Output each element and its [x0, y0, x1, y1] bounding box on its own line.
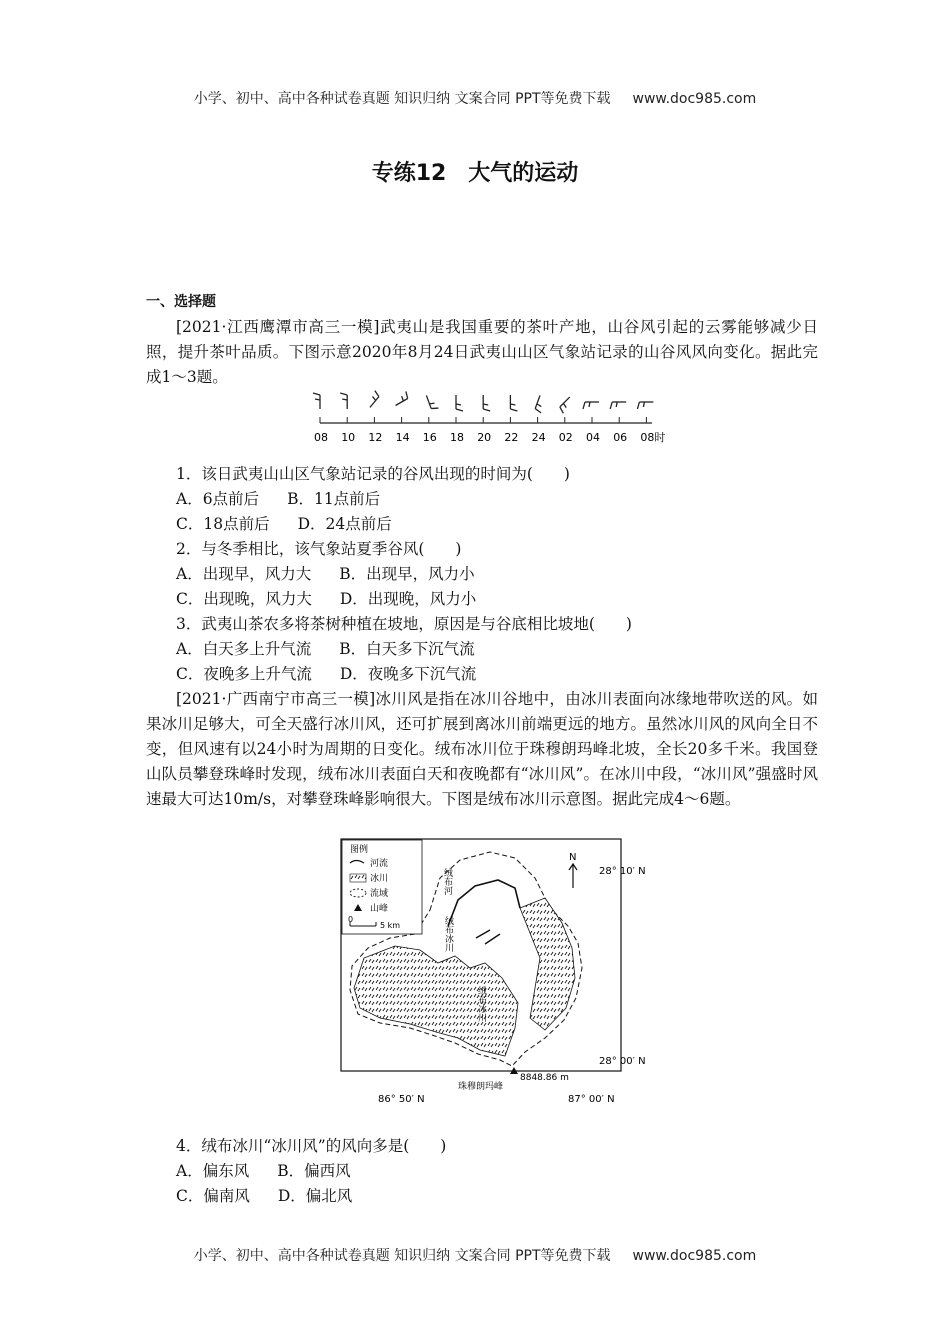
q3-options-row-2: [146, 662, 818, 687]
tick-label: 12: [368, 431, 383, 444]
page-footer: [0, 1245, 950, 1265]
q2-option-c[interactable]: C．出现晚，风力大: [176, 590, 312, 608]
section-heading: 一、选择题: [146, 294, 216, 310]
q4-option-d[interactable]: D．偏北风: [277, 1187, 353, 1205]
q4-options-row-1: [146, 1159, 818, 1184]
q3-option-a[interactable]: A．白天多上升气流: [176, 640, 312, 658]
footer-text: 小学、初中、高中各种试卷真题 知识归纳 文案合同 PPT等免费下载: [193, 1248, 611, 1264]
question-4: 4．绒布冰川“冰川风”的风向多是( ): [176, 1137, 447, 1155]
question-1: 1．该日武夷山山区气象站记录的谷风出现的时间为( ): [176, 465, 570, 483]
wind-barb: [426, 393, 438, 410]
scale-label: 5 km: [380, 921, 401, 930]
wind-barb: [313, 393, 320, 409]
barb-group: [313, 391, 653, 414]
page-title: 专练12 大气的运动: [371, 161, 579, 186]
tick-label: 20: [477, 431, 492, 444]
legend-peak: 山峰: [370, 904, 389, 914]
legend-title: 图例: [350, 845, 369, 855]
page-header: [0, 88, 950, 108]
tick-group: [314, 417, 665, 444]
q4-options-row-2: [146, 1184, 818, 1209]
glacier-label-lower: 绒布冰川: [476, 986, 486, 1022]
q1-option-a[interactable]: A．6点前后: [176, 490, 260, 508]
q4-option-c[interactable]: C．偏南风: [176, 1187, 250, 1205]
glacier-label-upper: 绒布冰川: [443, 916, 453, 952]
footer-site: www.doc985.com: [632, 1248, 757, 1264]
questions-1-3: [146, 462, 818, 812]
tick-label: 14: [395, 431, 410, 444]
q2-option-a[interactable]: A．出现早，风力大: [176, 565, 312, 583]
lat-bottom-label: 28° 00′ N: [599, 1056, 646, 1067]
question-3: 3．武夷山茶农多将茶树种植在坡地，原因是与谷底相比坡地( ): [176, 615, 632, 633]
lon-left-label: 86° 50′ N: [378, 1094, 425, 1105]
header-text: 小学、初中、高中各种试卷真题 知识归纳 文案合同 PPT等免费下载: [193, 91, 611, 107]
wind-barb: [365, 391, 381, 408]
wind-barb: [340, 393, 347, 409]
tick-label: 10: [341, 431, 356, 444]
legend-glacier-symbol: [350, 874, 366, 882]
legend-glacier: 冰川: [370, 874, 389, 884]
wind-barb: [610, 402, 626, 409]
tick-label: 24: [531, 431, 546, 444]
peak-name: 珠穆朗玛峰: [458, 1082, 504, 1092]
q2-option-d[interactable]: D．出现晚，风力小: [339, 590, 477, 608]
q3-options-row-1: [146, 637, 818, 662]
wind-barb: [456, 395, 463, 411]
wind-barb: [483, 395, 490, 411]
q3-option-b[interactable]: B．白天多下沉气流: [339, 640, 475, 658]
intro-paragraph-1: [2021·江西鹰潭市高三一模]武夷山是我国重要的茶叶产地，山谷风引起的云雾能够减少日照，提升茶叶品质。下图示意2020年8月24日武夷山山区气象站记录的山谷风风向变化。据此完成1～3题。: [146, 318, 818, 386]
wind-barb: [535, 395, 547, 412]
intro-paragraph-2: [2021·广西南宁市高三一模]冰川风是指在冰川谷地中，由冰川表面向冰缘地带吹送的风。如果冰川足够大，可全天盛行冰川风，还可扩展到离冰川前端更远的地方。虽然冰川风的风向全日不变，但风速有以24小时为周期的日变化。绒布冰川位于珠穆朗玛峰北坡，全长20多千米。我国登山队员攀登珠峰时发现，绒布冰川表面白天和夜晚都有“冰川风”。在冰川中段，“冰川风”强盛时风速最大可达10m/s，对攀登珠峰影响很大。下图是绒布冰川示意图。据此完成4～6题。: [146, 690, 818, 808]
peak-elevation: 8848.86 m: [520, 1073, 569, 1083]
header-site: www.doc985.com: [632, 91, 757, 107]
tick-label: 08: [314, 431, 328, 444]
lon-right-label: 87° 00′ N: [568, 1094, 615, 1105]
wind-barb: [558, 397, 574, 413]
legend-river: 河流: [370, 859, 389, 869]
q2-options-row-1: [146, 562, 818, 587]
tick-label: 16: [422, 431, 437, 444]
legend-watershed: 流域: [370, 889, 389, 899]
question-2: 2．与冬季相比，该气象站夏季谷风( ): [176, 540, 462, 558]
wind-barb: [583, 402, 599, 409]
tick-label: 22: [504, 431, 519, 444]
q1-option-c[interactable]: C．18点前后: [176, 515, 270, 533]
q3-option-c[interactable]: C．夜晚多上升气流: [176, 665, 312, 683]
tick-label: 06: [613, 431, 628, 444]
scale-zero: 0: [348, 915, 354, 924]
q1-options-row-2: [146, 512, 818, 537]
question-4-block: [146, 1134, 818, 1209]
q3-option-d[interactable]: D．夜晚多下沉气流: [339, 665, 477, 683]
wind-direction-chart: [312, 390, 666, 448]
q1-options-row-1: [146, 487, 818, 512]
q2-options-row-2: [146, 587, 818, 612]
q1-option-b[interactable]: B．11点前后: [287, 490, 381, 508]
section-1: [146, 290, 818, 390]
q4-option-a[interactable]: A．偏东风: [176, 1162, 250, 1180]
tick-label: 08时: [640, 431, 666, 444]
lat-top-label: 28° 10′ N: [599, 866, 646, 877]
tick-label: 04: [586, 431, 600, 444]
q4-option-b[interactable]: B．偏西风: [277, 1162, 351, 1180]
river-label: 绒布河: [442, 868, 452, 895]
q1-option-d[interactable]: D．24点前后: [297, 515, 392, 533]
north-label: N: [569, 852, 577, 863]
tick-label: 02: [558, 431, 573, 444]
rongbuk-glacier-map: [340, 838, 646, 1108]
wind-barb: [392, 391, 409, 405]
wind-barb: [510, 395, 517, 411]
wind-barb: [637, 402, 653, 409]
q2-option-b[interactable]: B．出现早，风力小: [339, 565, 475, 583]
tick-label: 18: [450, 431, 464, 444]
